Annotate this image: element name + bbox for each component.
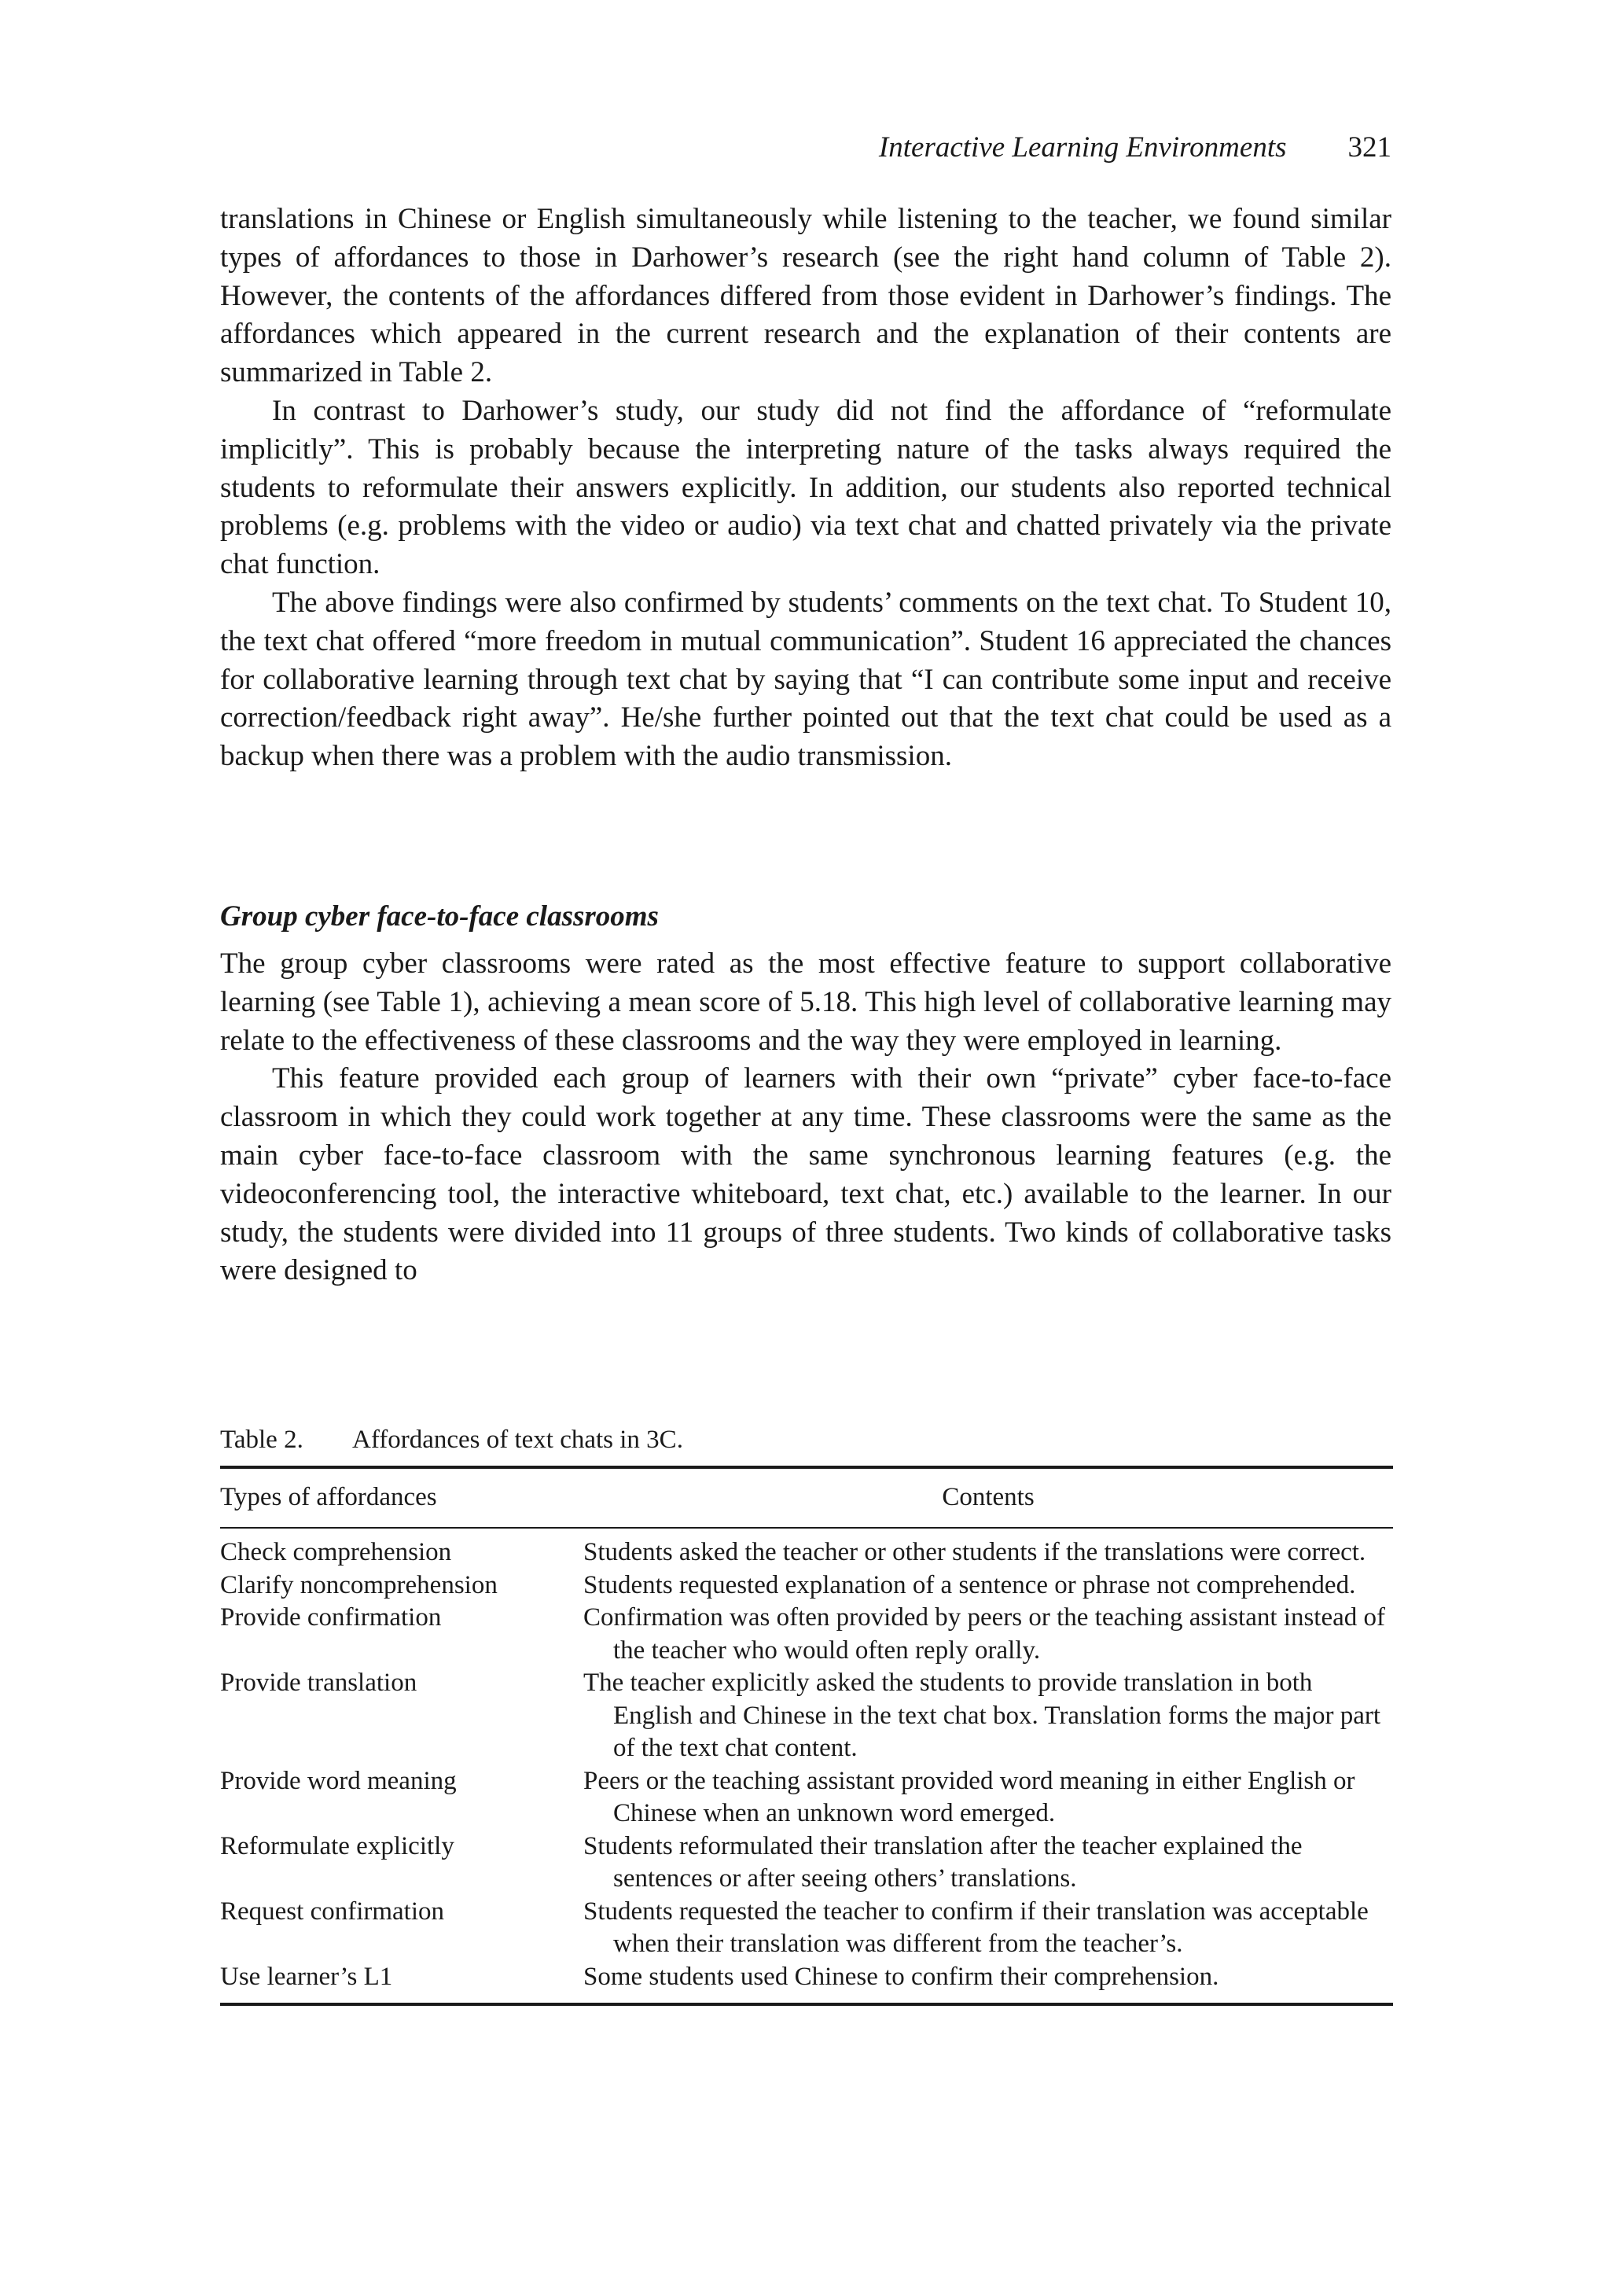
affordance-type: Request confirmation xyxy=(220,1897,445,1926)
table-row xyxy=(220,1569,1393,1602)
table-row xyxy=(220,1528,1393,1569)
table-caption-number: Table 2. xyxy=(220,1426,303,1454)
paragraph: In contrast to Darhower’s study, our study did not find the affordance of “reformulate implicitly”. This is probably because the interpreting nature of the tasks always required the students to reformulate their answers explicitly. In addition, our students also reported technical problems (e.g. problems with the video or audio) via text chat and chatted privately via the private chat function. xyxy=(220,394,1391,581)
affordance-type: Clarify noncomprehension xyxy=(220,1570,498,1599)
affordance-contents: Some students used Chinese to confirm their comprehension. xyxy=(583,1962,1219,1991)
body-text-section xyxy=(220,945,1391,1290)
affordance-contents: Confirmation was often provided by peers or the teaching assistant instead of the teacher who would often reply orally. xyxy=(583,1603,1385,1665)
section-heading: Group cyber face-to-face classrooms xyxy=(220,900,659,933)
table-caption-title: Affordances of text chats in 3C. xyxy=(352,1426,683,1454)
affordance-type: Check comprehension xyxy=(220,1538,452,1566)
table-row xyxy=(220,1667,1393,1765)
column-header-contents: Contents xyxy=(942,1483,1035,1512)
running-header xyxy=(220,126,1391,170)
affordance-type: Use learner’s L1 xyxy=(220,1962,393,1991)
body-text-top xyxy=(220,201,1391,776)
affordance-contents: Students reformulated their translation after the teacher explained the sentences or after seeing others’ translations. xyxy=(583,1831,1303,1893)
paragraph: translations in Chinese or English simultaneously while listening to the teacher, we found similar types of affordances to those in Darhower’s research (see the right hand column of Table 2). However, the contents of the affordances differed from those evident in Darhower’s findings. The affordances which appeared in the current research and the explanation of their contents are summarized in Table 2. xyxy=(220,203,1391,389)
page-number: 321 xyxy=(1347,131,1391,164)
table-caption xyxy=(220,1422,683,1458)
paragraph: The group cyber classrooms were rated as the most effective feature to support collaborative learning (see Table 1), achieving a mean score of 5.18. This high level of collaborative learning may relate to the effectiveness of these classrooms and the way they were employed in learning. xyxy=(220,947,1391,1057)
affordance-contents: The teacher explicitly asked the students to provide translation in both English and Chinese in the text chat box. Translation forms the major part of the text chat content. xyxy=(583,1669,1381,1762)
affordance-contents: Students requested explanation of a sentence or phrase not comprehended. xyxy=(583,1570,1356,1599)
table-row xyxy=(220,1831,1393,1896)
affordance-contents: Students asked the teacher or other students if the translations were correct. xyxy=(583,1538,1366,1566)
journal-title: Interactive Learning Environments xyxy=(878,131,1287,164)
table-row xyxy=(220,1961,1393,2005)
affordance-type: Provide word meaning xyxy=(220,1766,457,1795)
table-row xyxy=(220,1896,1393,1961)
affordance-type: Provide translation xyxy=(220,1669,417,1697)
table-row xyxy=(220,1765,1393,1831)
paragraph: This feature provided each group of learners with their own “private” cyber face-to-face classroom in which they could work together at any time. These classrooms were the same as the main cyber face-to-face classroom with the same synchronous learning features (e.g. the videoconferencing tool, the interactive whiteboard, text chat, etc.) available to the learner. In our study, the students were divided into 11 groups of three students. Two kinds of collaborative tasks were designed to xyxy=(220,1062,1391,1287)
affordance-type: Reformulate explicitly xyxy=(220,1831,454,1860)
affordances-table xyxy=(220,1466,1393,2006)
paragraph: The above findings were also confirmed by students’ comments on the text chat. To Student 10, the text chat offered “more freedom in mutual communication”. Student 16 appreciated the chances for collaborative learning through text chat by saying that “I can contribute some input and receive correction/feedback right away”. He/she further pointed out that the text chat could be used as a backup when there was a problem with the audio transmission. xyxy=(220,586,1391,773)
affordance-contents: Students requested the teacher to confirm if their translation was acceptable when their translation was different from the teacher’s. xyxy=(583,1897,1369,1958)
affordance-contents: Peers or the teaching assistant provided word meaning in either English or Chinese when an unknown word emerged. xyxy=(583,1766,1355,1827)
table-row xyxy=(220,1602,1393,1667)
column-header-types: Types of affordances xyxy=(220,1483,437,1512)
table-header-row xyxy=(220,1467,1393,1528)
affordance-type: Provide confirmation xyxy=(220,1603,442,1632)
